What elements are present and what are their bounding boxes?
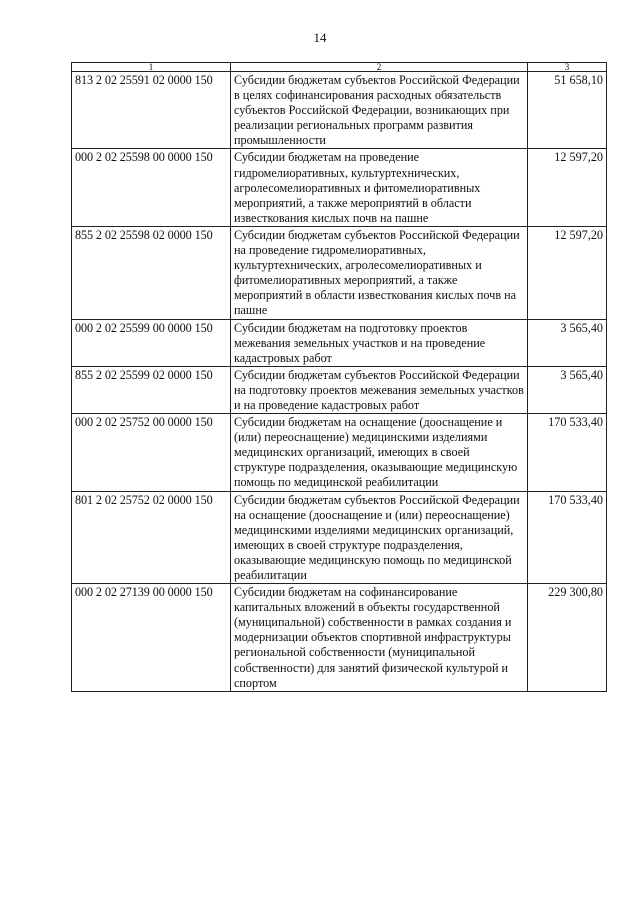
column-number-2: 2: [231, 63, 528, 72]
amount-cell: 3 565,40: [528, 366, 607, 413]
table-header-row: [72, 63, 607, 72]
amount-cell: 170 533,40: [528, 491, 607, 584]
budget-code-cell: 801 2 02 25752 02 0000 150: [72, 491, 231, 584]
table-row: [72, 584, 607, 692]
amount-cell: 3 565,40: [528, 319, 607, 366]
table-row: [72, 319, 607, 366]
amount-cell: 229 300,80: [528, 584, 607, 692]
budget-code-cell: 855 2 02 25599 02 0000 150: [72, 366, 231, 413]
amount-cell: 170 533,40: [528, 414, 607, 491]
description-cell: Субсидии бюджетам субъектов Российской Федерации на оснащение (дооснащение и (или) переоснащение) медицинскими изделиями медицинских организаций, имеющих в своей структуре подразделения, оказывающие медицинскую помощь по медицинской реабилитации: [231, 491, 528, 584]
budget-code-cell: 000 2 02 25598 00 0000 150: [72, 149, 231, 226]
table-row: [72, 226, 607, 319]
table-row: [72, 414, 607, 491]
amount-cell: 12 597,20: [528, 149, 607, 226]
description-cell: Субсидии бюджетам субъектов Российской Федерации на проведение гидромелиоративных, культуртехнических, агролесомелиоративных и фитомелиоративных мероприятий, а также мероприятий в области известкования кислых почв на пашне: [231, 226, 528, 319]
description-cell: Субсидии бюджетам на софинансирование капитальных вложений в объекты государственной (муниципальной) собственности в рамках создания и модернизации объектов спортивной инфраструктуры региональной собственности (муниципальной собственности) для занятий физической культурой и спортом: [231, 584, 528, 692]
budget-code-cell: 813 2 02 25591 02 0000 150: [72, 72, 231, 149]
budget-code-cell: 000 2 02 25599 00 0000 150: [72, 319, 231, 366]
budget-code-cell: 000 2 02 27139 00 0000 150: [72, 584, 231, 692]
column-number-1: 1: [72, 63, 231, 72]
page-number: 14: [313, 30, 327, 45]
table-row: [72, 491, 607, 584]
amount-cell: 51 658,10: [528, 72, 607, 149]
budget-code-cell: 855 2 02 25598 02 0000 150: [72, 226, 231, 319]
description-cell: Субсидии бюджетам субъектов Российской Федерации в целях софинансирования расходных обязательств субъектов Российской Федерации, возникающих при реализации региональных программ развития промышленности: [231, 72, 528, 149]
amount-cell: 12 597,20: [528, 226, 607, 319]
description-cell: Субсидии бюджетам на оснащение (дооснащение и (или) переоснащение) медицинскими изделиями медицинских организаций, имеющих в своей структуре подразделения, оказывающие медицинскую помощь по медицинской реабилитации: [231, 414, 528, 491]
table-row: [72, 149, 607, 226]
description-cell: Субсидии бюджетам на подготовку проектов межевания земельных участков и на проведение кадастровых работ: [231, 319, 528, 366]
budget-table: [71, 62, 607, 692]
table-row: [72, 366, 607, 413]
budget-code-cell: 000 2 02 25752 00 0000 150: [72, 414, 231, 491]
description-cell: Субсидии бюджетам на проведение гидромелиоративных, культуртехнических, агролесомелиоративных и фитомелиоративных мероприятий, а также мероприятий в области известкования кислых почв на пашне: [231, 149, 528, 226]
description-cell: Субсидии бюджетам субъектов Российской Федерации на подготовку проектов межевания земельных участков и на проведение кадастровых работ: [231, 366, 528, 413]
table-row: [72, 72, 607, 149]
column-number-3: 3: [528, 63, 607, 72]
